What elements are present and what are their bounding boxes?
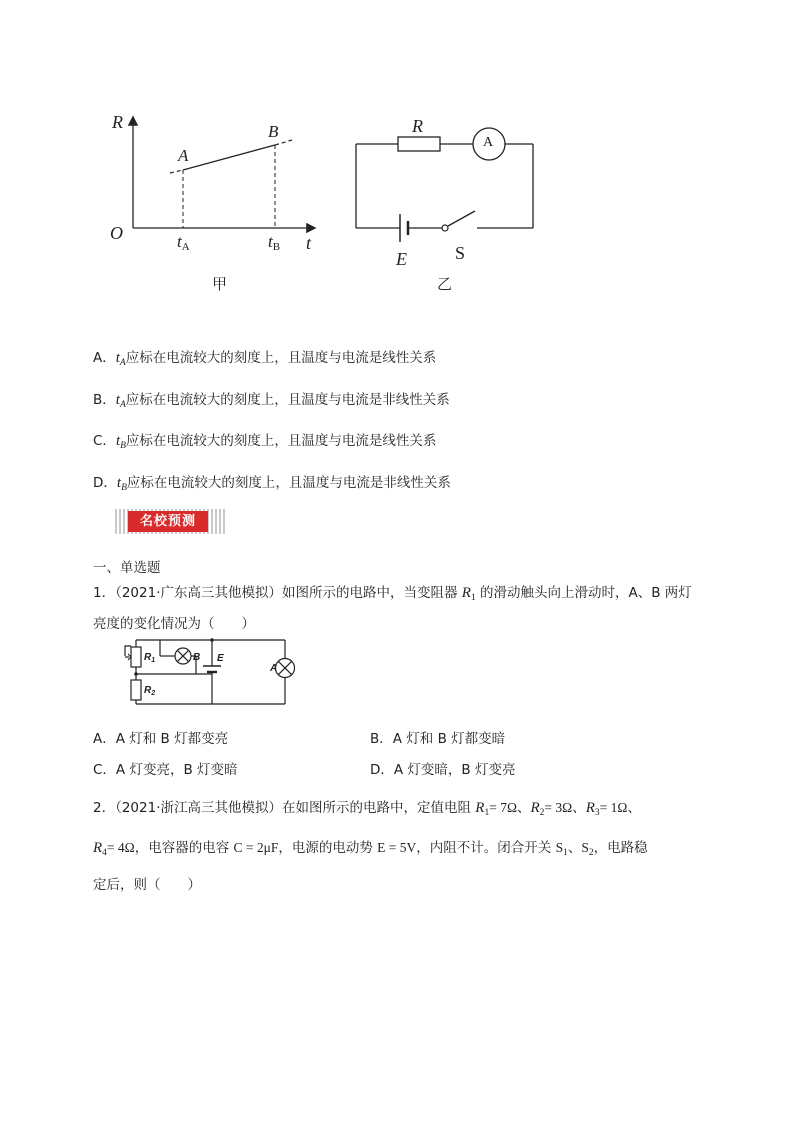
svg-text:B: B — [193, 652, 201, 663]
section-title: 一、单选题 — [93, 560, 161, 576]
point-label-b: B — [268, 122, 279, 141]
r1-resistor — [131, 647, 141, 667]
q1-option-c[interactable]: C．A 灯变亮，B 灯变暗 — [93, 762, 238, 778]
switch-pivot — [442, 225, 448, 231]
axis-label-t: t — [306, 233, 312, 253]
origin-label: O — [110, 223, 123, 243]
q1-option-a[interactable]: A．A 灯和 B 灯都变亮 — [93, 731, 229, 747]
tick-label-ta: tA — [177, 232, 190, 253]
q1-option-d[interactable]: D．A 灯变暗，B 灯变亮 — [370, 762, 516, 778]
switch-label: S — [455, 243, 466, 263]
q1-circuit — [120, 634, 295, 708]
switch-s — [448, 211, 475, 226]
option-q0-c[interactable]: C．$t_B$应标在电流较大的刻度上，且温度与电流是线性关系 — [93, 433, 437, 451]
r2-resistor — [131, 680, 141, 700]
q2-stem-line3: 定后，则（ ） — [93, 877, 201, 893]
svg-text:A: A — [270, 663, 278, 674]
option-q0-d[interactable]: D．$t_B$应标在电流较大的刻度上，且温度与电流是非线性关系 — [93, 475, 451, 493]
svg-text:R1: $R_1$ — [144, 652, 156, 664]
section-banner — [113, 509, 227, 534]
resistor-r — [398, 137, 440, 151]
caption-yi: 乙 — [437, 275, 453, 293]
option-q0-b[interactable]: B．$t_A$应标在电流较大的刻度上，且温度与电流是非线性关系 — [93, 392, 450, 410]
figure-yi-circuit — [356, 128, 533, 242]
option-q0-a[interactable]: A．$t_A$应标在电流较大的刻度上，且温度与电流是线性关系 — [93, 350, 437, 368]
battery-label: E — [396, 249, 407, 269]
axis-label-r: R — [112, 112, 123, 132]
q1-stem-line2: 亮度的变化情况为（ ） — [93, 616, 255, 632]
q2-stem-line1: 2．（2021·浙江高三其他模拟）在如图所示的电路中，定值电阻 $R_1= 7\Omega$、$R_2= 3\Omega$、$R_3= 1\Omega$、 — [93, 800, 641, 818]
caption-jia: 甲 — [212, 275, 228, 293]
svg-text:R2: $R_2$ — [144, 685, 156, 697]
graph-line — [183, 145, 275, 170]
q1-stem-line1: 1．（2021·广东高三其他模拟）如图所示的电路中，当变阻器 $R_1$ 的滑动触头向上滑动时，A、B 两灯 — [93, 585, 692, 603]
ammeter-label: A — [483, 135, 494, 150]
q1-option-b[interactable]: B．A 灯和 B 灯都变暗 — [370, 731, 506, 747]
banner-label: 名校预测 — [128, 511, 208, 532]
resistor-label: R — [412, 116, 423, 136]
figure-jia-graph — [0, 0, 794, 320]
graph-ext-left — [170, 170, 183, 173]
tick-label-tb: tB — [268, 232, 281, 253]
point-label-a: A — [178, 146, 189, 165]
q2-stem-line2: $R_4= 4\Omega$，电容器的电容 C = 2μF，电源的电动势 E = 5V，内阻不计。闭合开关 $S_1$、$S_2$，电路稳 — [93, 840, 648, 858]
svg-text:E: E — [217, 653, 224, 664]
